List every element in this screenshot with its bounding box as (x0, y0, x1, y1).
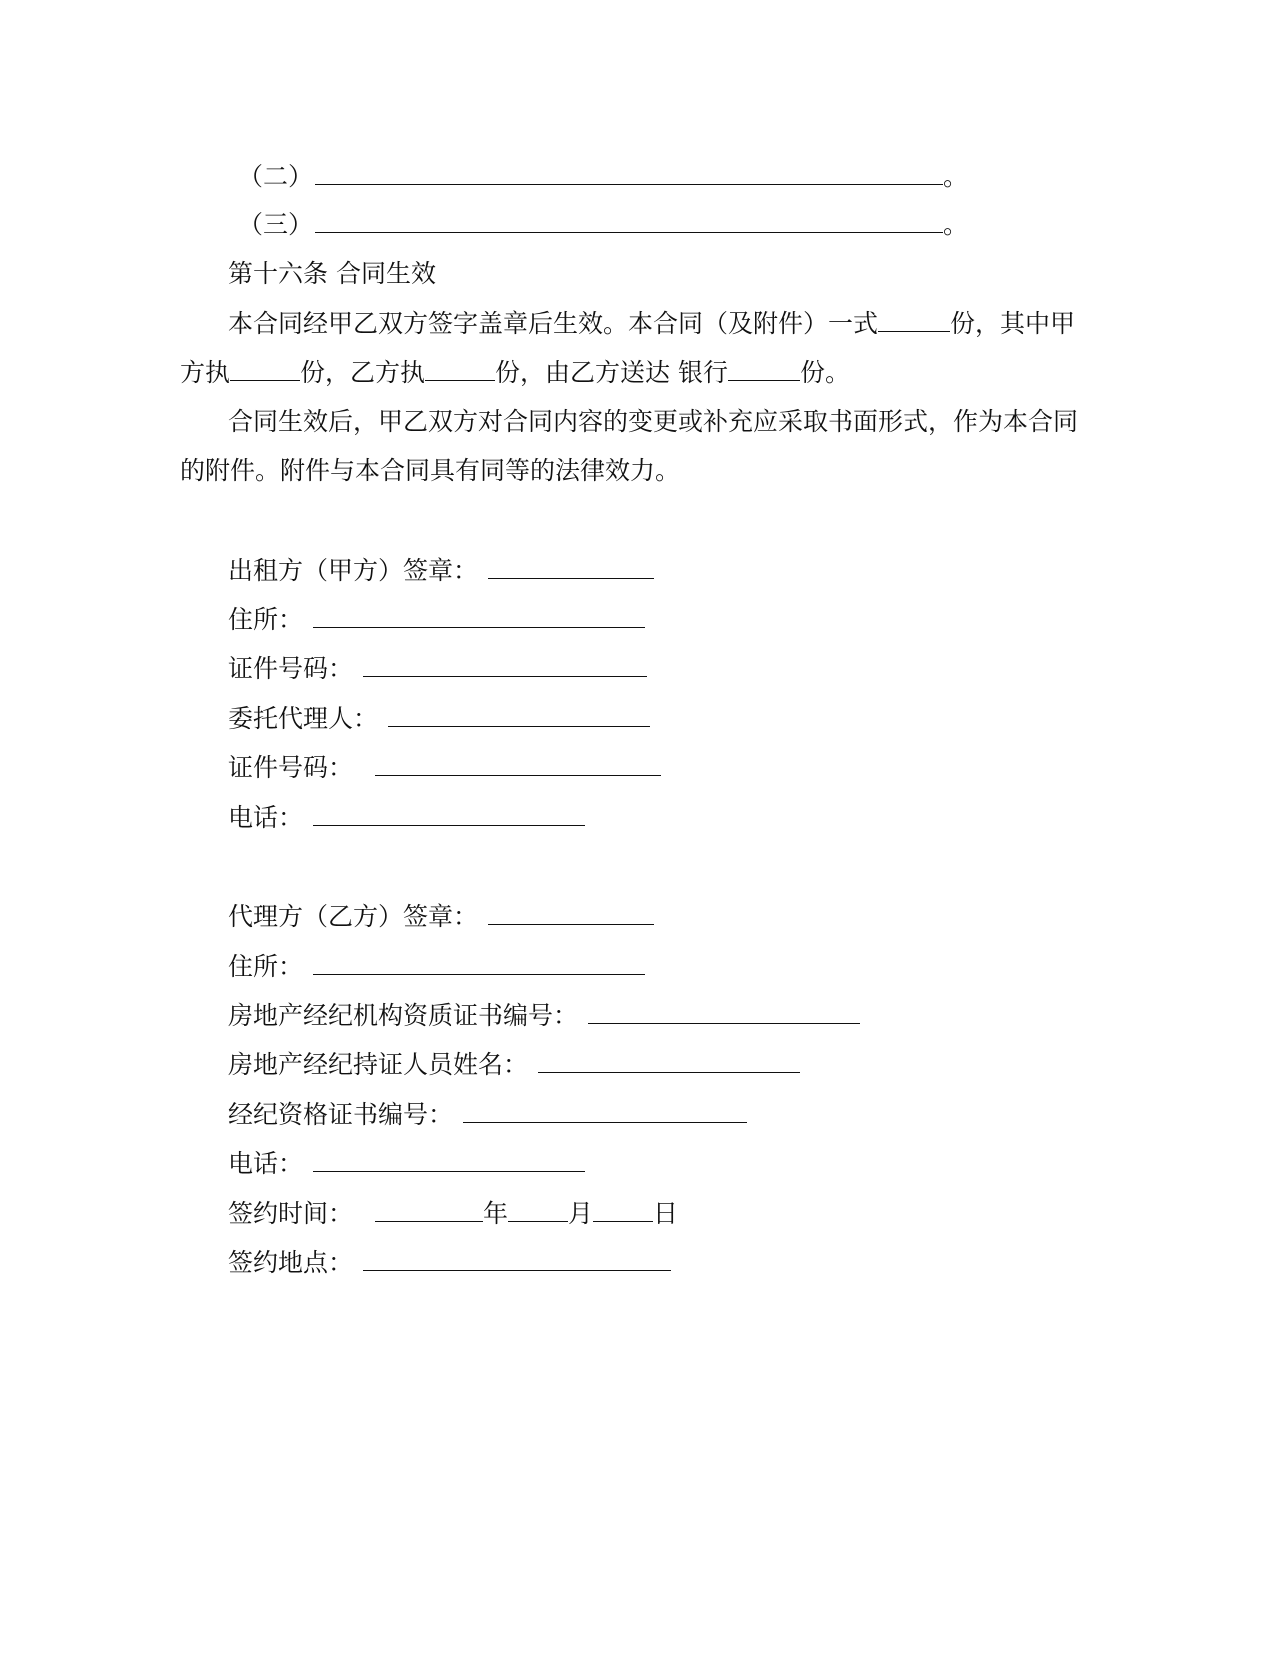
party-a-id-blank[interactable] (363, 652, 647, 677)
party-a-copies-blank[interactable] (230, 356, 300, 381)
party-b-cert-blank[interactable] (588, 999, 860, 1024)
copies-text-d: 份，乙方执 (300, 358, 426, 387)
party-a-address-blank[interactable] (313, 603, 645, 628)
party-b-qual-blank[interactable] (463, 1098, 747, 1123)
party-a-address-row (228, 603, 645, 637)
item-2-line (238, 160, 968, 194)
sign-year-blank[interactable] (375, 1197, 483, 1222)
copies-text-e: 份，由乙方送达 银行 (495, 358, 728, 387)
party-a-phone-row (228, 801, 585, 835)
party-a-agent-id-label: 证件号码： (228, 753, 354, 782)
party-a-agent-label: 委托代理人： (228, 704, 379, 733)
sign-place-blank[interactable] (363, 1246, 671, 1271)
item-3-end-mark: 。 (943, 210, 969, 239)
party-a-id-row (228, 652, 647, 686)
item-3-label: （三） (238, 210, 314, 239)
party-b-phone-row (228, 1147, 585, 1181)
sign-time-row (228, 1197, 678, 1231)
total-copies-blank[interactable] (878, 307, 950, 332)
party-a-phone-label: 电话： (228, 803, 304, 832)
article-16-p1-line1 (228, 307, 1075, 341)
party-a-seal-blank[interactable] (488, 554, 654, 579)
copies-text-b: 份，其中甲 (950, 309, 1076, 338)
article-16-p2-line2: 的附件。附件与本合同具有同等的法律效力。 (180, 456, 681, 485)
item-2-end-mark: 。 (943, 162, 969, 191)
party-b-qual-label: 经纪资格证书编号： (228, 1100, 454, 1129)
year-label: 年 (483, 1199, 509, 1228)
party-b-seal-blank[interactable] (488, 900, 654, 925)
month-label: 月 (568, 1199, 594, 1228)
party-b-address-label: 住所： (228, 952, 304, 981)
party-a-id-label: 证件号码： (228, 654, 354, 683)
party-b-seal-row (228, 900, 654, 934)
sign-time-label: 签约时间： (228, 1199, 354, 1228)
item-2-label: （二） (238, 162, 314, 191)
party-a-agent-blank[interactable] (388, 702, 650, 727)
party-b-cert-row (228, 999, 860, 1033)
party-b-seal-label: 代理方（乙方）签章： (228, 902, 479, 931)
party-a-phone-blank[interactable] (313, 801, 585, 826)
copies-text-f: 份。 (799, 358, 850, 387)
party-b-address-blank[interactable] (313, 950, 645, 975)
article-16-heading: 第十六条 合同生效 (228, 259, 436, 288)
copies-text-c: 方执 (180, 358, 231, 387)
item-3-line (238, 208, 968, 242)
party-b-qual-row (228, 1098, 747, 1132)
sign-day-blank[interactable] (593, 1197, 653, 1222)
sign-place-label: 签约地点： (228, 1248, 354, 1277)
party-b-phone-blank[interactable] (313, 1147, 585, 1172)
sign-month-blank[interactable] (508, 1197, 568, 1222)
party-a-agent-row (228, 702, 650, 736)
party-b-broker-label: 房地产经纪持证人员姓名： (228, 1050, 529, 1079)
party-a-seal-label: 出租方（甲方）签章： (228, 556, 479, 585)
party-b-address-row (228, 950, 645, 984)
party-a-agent-id-blank[interactable] (375, 751, 661, 776)
article-16-p2-line1: 合同生效后，甲乙双方对合同内容的变更或补充应采取书面形式，作为本合同 (228, 407, 1079, 436)
party-b-phone-label: 电话： (228, 1149, 304, 1178)
party-b-copies-blank[interactable] (425, 356, 495, 381)
party-b-broker-blank[interactable] (538, 1048, 800, 1073)
bank-copies-blank[interactable] (728, 356, 800, 381)
party-b-cert-label: 房地产经纪机构资质证书编号： (228, 1001, 579, 1030)
copies-text: 本合同经甲乙双方签字盖章后生效。本合同（及附件）一式 (228, 309, 879, 338)
party-a-agent-id-row (228, 751, 661, 785)
day-label: 日 (653, 1199, 679, 1228)
party-a-address-label: 住所： (228, 605, 304, 634)
item-3-blank[interactable] (315, 208, 943, 233)
item-2-blank[interactable] (315, 160, 943, 185)
party-b-broker-row (228, 1048, 800, 1082)
party-a-seal-row (228, 554, 654, 588)
article-16-p1-line2 (180, 356, 850, 390)
sign-place-row (228, 1246, 671, 1280)
